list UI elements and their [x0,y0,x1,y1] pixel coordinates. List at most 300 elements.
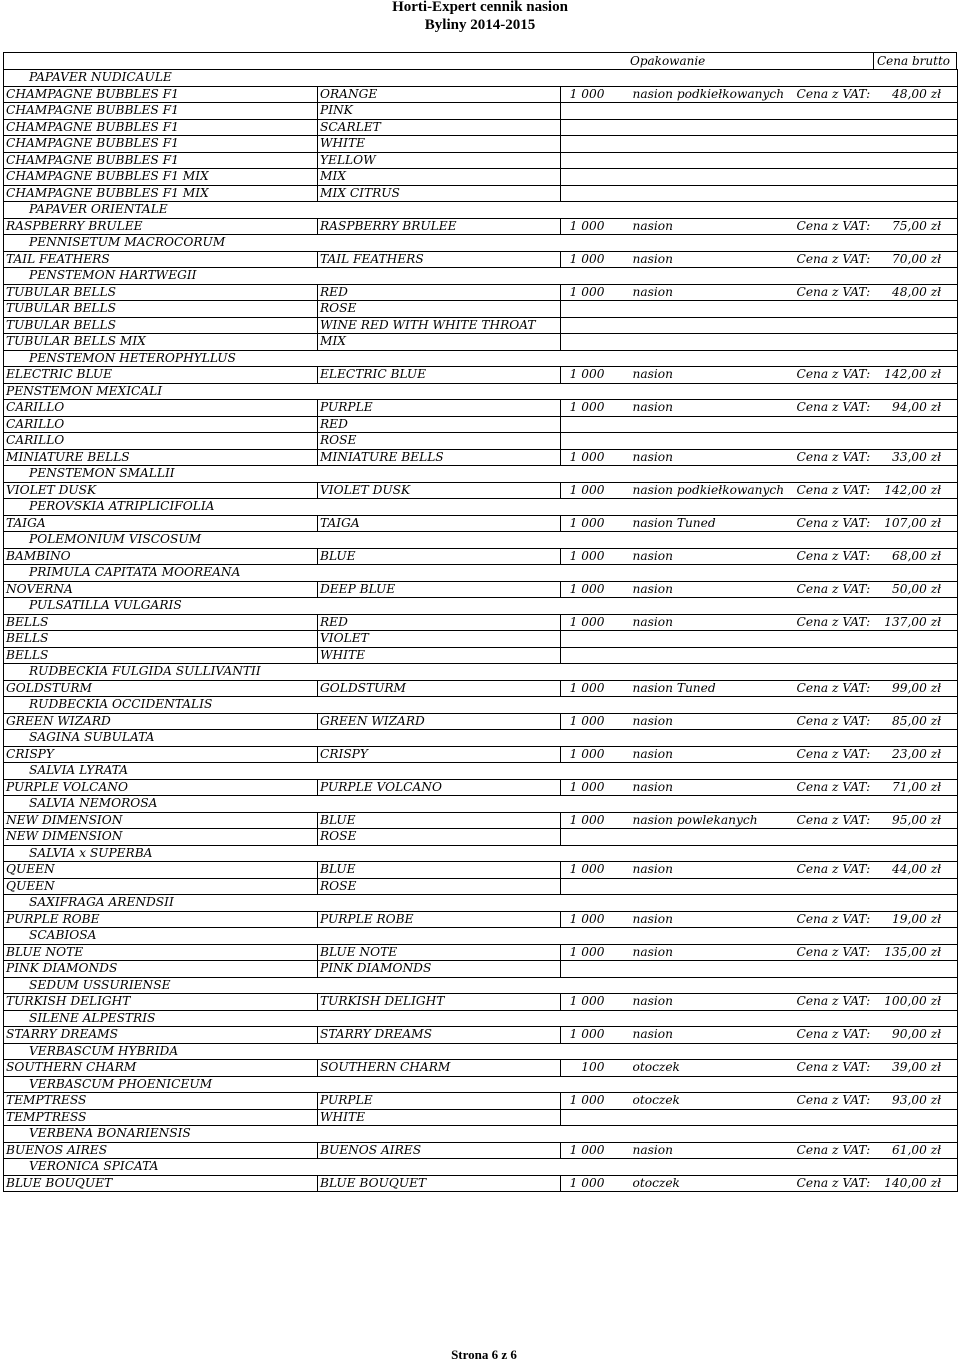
variety-name: BELLS [4,631,318,648]
price-label-cell [795,1109,875,1126]
variety-row [4,103,958,120]
price-cell [875,185,958,202]
price-cell [875,1109,958,1126]
color-cell: BLUE [318,548,561,565]
variety-name: NEW DIMENSION [4,829,318,846]
variety-name: BLUE NOTE [4,944,318,961]
variety-name: GREEN WIZARD [4,713,318,730]
species-row [4,928,958,945]
variety-name: BELLS [4,614,318,631]
price-label-cell [795,416,875,433]
quantity-cell: 1 000 [561,1027,631,1044]
unit-cell [631,317,795,334]
variety-row [4,251,958,268]
unit-cell: nasion powlekanych [631,812,795,829]
price-cell [875,301,958,318]
color-cell: ROSE [318,829,561,846]
variety-name: CARILLO [4,433,318,450]
price-cell: 70,00 zł [875,251,958,268]
quantity-cell: 1 000 [561,680,631,697]
quantity-cell: 100 [561,1060,631,1077]
quantity-cell: 1 000 [561,911,631,928]
price-label-cell [795,136,875,153]
quantity-cell [561,416,631,433]
color-cell: BLUE NOTE [318,944,561,961]
unit-cell [631,334,795,351]
species-row [4,1043,958,1060]
variety-name: CHAMPAGNE BUBBLES F1 MIX [4,169,318,186]
species-row [4,565,958,582]
color-cell: TAIL FEATHERS [318,251,561,268]
unit-cell [631,152,795,169]
color-cell: RED [318,614,561,631]
color-cell: WINE RED WITH WHITE THROAT [318,317,561,334]
price-label-cell: Cena z VAT: [795,1175,875,1192]
price-label-cell: Cena z VAT: [795,779,875,796]
price-cell: 44,00 zł [875,862,958,879]
species-name: SAGINA SUBULATA [4,730,958,747]
species-name: SILENE ALPESTRIS [4,1010,958,1027]
variety-row [4,400,958,417]
price-cell [875,152,958,169]
quantity-cell [561,647,631,664]
header-divider [873,53,874,70]
color-cell: WHITE [318,1109,561,1126]
variety-row [4,631,958,648]
price-cell [875,334,958,351]
quantity-cell: 1 000 [561,1093,631,1110]
unit-cell [631,169,795,186]
color-cell: MIX [318,334,561,351]
price-label-cell: Cena z VAT: [795,367,875,384]
species-row [4,1010,958,1027]
quantity-cell [561,119,631,136]
price-cell [875,169,958,186]
species-name: VERBASCUM PHOENICEUM [4,1076,958,1093]
quantity-cell [561,1109,631,1126]
quantity-cell: 1 000 [561,1142,631,1159]
variety-row [4,1027,958,1044]
species-row [4,466,958,483]
price-cell: 99,00 zł [875,680,958,697]
variety-name: RASPBERRY BRULEE [4,218,318,235]
unit-cell: otoczek [631,1175,795,1192]
color-cell: RED [318,416,561,433]
variety-row [4,367,958,384]
species-name: PENNISETUM MACROCORUM [4,235,958,252]
color-cell: RASPBERRY BRULEE [318,218,561,235]
unit-cell [631,301,795,318]
price-label-cell [795,878,875,895]
price-label-cell [795,317,875,334]
species-row [4,895,958,912]
species-row [4,697,958,714]
color-cell: ORANGE [318,86,561,103]
species-row [4,796,958,813]
price-label-cell: Cena z VAT: [795,812,875,829]
variety-name: ELECTRIC BLUE [4,367,318,384]
variety-name: SOUTHERN CHARM [4,1060,318,1077]
variety-row [4,713,958,730]
price-cell: 71,00 zł [875,779,958,796]
variety-row [4,86,958,103]
species-row [4,1126,958,1143]
unit-cell: nasion [631,779,795,796]
variety-name: NOVERNA [4,581,318,598]
variety-row [4,581,958,598]
variety-row [4,812,958,829]
variety-row [4,862,958,879]
price-label-cell [795,119,875,136]
variety-row [4,317,958,334]
species-row [4,532,958,549]
price-label-cell [795,301,875,318]
quantity-cell [561,878,631,895]
price-label-cell: Cena z VAT: [795,1027,875,1044]
quantity-cell [561,334,631,351]
unit-cell: nasion [631,713,795,730]
price-cell: 50,00 zł [875,581,958,598]
variety-name: TUBULAR BELLS MIX [4,334,318,351]
color-cell: DEEP BLUE [318,581,561,598]
price-label-cell [795,334,875,351]
variety-row [4,1142,958,1159]
variety-name: GOLDSTURM [4,680,318,697]
unit-cell: nasion [631,614,795,631]
price-cell: 33,00 zł [875,449,958,466]
variety-row [4,1060,958,1077]
quantity-cell [561,829,631,846]
variety-name: CHAMPAGNE BUBBLES F1 [4,86,318,103]
species-row [4,845,958,862]
variety-row [4,185,958,202]
color-cell: WHITE [318,136,561,153]
price-cell: 95,00 zł [875,812,958,829]
color-cell: ROSE [318,878,561,895]
unit-cell: nasion [631,944,795,961]
price-cell: 39,00 zł [875,1060,958,1077]
color-cell: BLUE BOUQUET [318,1175,561,1192]
quantity-cell: 1 000 [561,614,631,631]
species-row [4,499,958,516]
quantity-cell [561,961,631,978]
variety-row [4,911,958,928]
price-cell: 90,00 zł [875,1027,958,1044]
variety-row [4,482,958,499]
unit-cell [631,185,795,202]
page-subtitle: Byliny 2014-2015 [424,17,536,33]
price-cell: 61,00 zł [875,1142,958,1159]
quantity-cell: 1 000 [561,548,631,565]
species-name: PENSTEMON HARTWEGII [4,268,958,285]
quantity-cell: 1 000 [561,713,631,730]
variety-row [4,1093,958,1110]
price-cell [875,829,958,846]
variety-name: CARILLO [4,400,318,417]
price-cell: 142,00 zł [875,367,958,384]
unit-cell: nasion [631,911,795,928]
unit-cell [631,119,795,136]
species-row [4,70,958,87]
quantity-cell: 1 000 [561,862,631,879]
page-footer: Strona 6 z 6 [451,1347,517,1362]
price-cell: 68,00 zł [875,548,958,565]
variety-name: TEMPTRESS [4,1109,318,1126]
species-name: PENSTEMON SMALLII [4,466,958,483]
species-row [4,1076,958,1093]
species-row [4,763,958,780]
price-cell: 94,00 zł [875,400,958,417]
quantity-cell: 1 000 [561,449,631,466]
unit-cell [631,416,795,433]
price-label-cell [795,631,875,648]
variety-row [4,994,958,1011]
color-cell: MINIATURE BELLS [318,449,561,466]
price-label-cell: Cena z VAT: [795,515,875,532]
unit-cell: nasion [631,1027,795,1044]
color-cell: BLUE [318,862,561,879]
variety-row [4,961,958,978]
quantity-cell [561,152,631,169]
color-cell: PINK [318,103,561,120]
variety-row [4,334,958,351]
variety-name: CARILLO [4,416,318,433]
quantity-cell: 1 000 [561,1175,631,1192]
variety-name: PINK DIAMONDS [4,961,318,978]
variety-name: PURPLE VOLCANO [4,779,318,796]
quantity-cell: 1 000 [561,251,631,268]
unit-cell: nasion [631,400,795,417]
color-cell: VIOLET DUSK [318,482,561,499]
quantity-cell: 1 000 [561,581,631,598]
variety-row [4,829,958,846]
variety-name: STARRY DREAMS [4,1027,318,1044]
species-name: RUDBECKIA OCCIDENTALIS [4,697,958,714]
variety-row [4,680,958,697]
price-label-cell: Cena z VAT: [795,680,875,697]
variety-row [4,218,958,235]
price-label-cell [795,185,875,202]
quantity-cell [561,631,631,648]
species-row [4,664,958,681]
variety-row [4,433,958,450]
variety-row [4,152,958,169]
variety-name: BUENOS AIRES [4,1142,318,1159]
price-cell: 140,00 zł [875,1175,958,1192]
species-name: SCABIOSA [4,928,958,945]
unit-cell: nasion [631,581,795,598]
variety-row [4,416,958,433]
unit-cell [631,878,795,895]
color-cell: TAIGA [318,515,561,532]
price-column-header: Cena brutto [877,54,950,68]
price-cell: 107,00 zł [875,515,958,532]
variety-row [4,548,958,565]
price-label-cell: Cena z VAT: [795,911,875,928]
quantity-cell [561,136,631,153]
quantity-cell: 1 000 [561,746,631,763]
price-label-cell [795,829,875,846]
price-label-cell: Cena z VAT: [795,218,875,235]
quantity-cell: 1 000 [561,367,631,384]
species-name: PEROVSKIA ATRIPLICIFOLIA [4,499,958,516]
price-label-cell: Cena z VAT: [795,944,875,961]
unit-cell: nasion [631,284,795,301]
species-name: PENSTEMON HETEROPHYLLUS [4,350,958,367]
variety-name: CRISPY [4,746,318,763]
species-row [4,598,958,615]
packaging-column-header: Opakowanie [630,54,706,68]
species-name: PAPAVER NUDICAULE [4,70,958,87]
quantity-cell: 1 000 [561,482,631,499]
price-label-cell: Cena z VAT: [795,862,875,879]
unit-cell: nasion [631,218,795,235]
color-cell: CRISPY [318,746,561,763]
variety-row [4,779,958,796]
price-cell: 75,00 zł [875,218,958,235]
price-cell: 85,00 zł [875,713,958,730]
price-label-cell: Cena z VAT: [795,713,875,730]
color-cell: VIOLET [318,631,561,648]
price-cell: 19,00 zł [875,911,958,928]
quantity-cell [561,301,631,318]
quantity-cell: 1 000 [561,218,631,235]
unit-cell: nasion [631,994,795,1011]
price-label-cell: Cena z VAT: [795,449,875,466]
quantity-cell: 1 000 [561,86,631,103]
unit-cell: otoczek [631,1060,795,1077]
unit-cell: nasion [631,367,795,384]
variety-name: CHAMPAGNE BUBBLES F1 MIX [4,185,318,202]
price-cell [875,647,958,664]
variety-row [4,944,958,961]
quantity-cell: 1 000 [561,994,631,1011]
price-label-cell: Cena z VAT: [795,1093,875,1110]
variety-name: PURPLE ROBE [4,911,318,928]
unit-cell: nasion Tuned [631,680,795,697]
variety-row [4,1175,958,1192]
unit-cell [631,647,795,664]
color-cell: ROSE [318,301,561,318]
variety-name: BLUE BOUQUET [4,1175,318,1192]
price-label-cell: Cena z VAT: [795,548,875,565]
species-name: SALVIA x SUPERBA [4,845,958,862]
variety-row [4,301,958,318]
price-label-cell: Cena z VAT: [795,746,875,763]
color-cell: GOLDSTURM [318,680,561,697]
quantity-cell: 1 000 [561,944,631,961]
color-cell: MIX CITRUS [318,185,561,202]
quantity-cell: 1 000 [561,515,631,532]
species-row [4,202,958,219]
species-name: SALVIA NEMOROSA [4,796,958,813]
species-row [4,383,958,400]
variety-name: NEW DIMENSION [4,812,318,829]
price-cell [875,103,958,120]
variety-row [4,647,958,664]
price-cell: 135,00 zł [875,944,958,961]
variety-name: CHAMPAGNE BUBBLES F1 [4,136,318,153]
color-cell: GREEN WIZARD [318,713,561,730]
species-name: VERONICA SPICATA [4,1159,958,1176]
color-cell: PURPLE [318,1093,561,1110]
price-cell [875,119,958,136]
variety-name: BELLS [4,647,318,664]
species-row [4,1159,958,1176]
variety-name: TURKISH DELIGHT [4,994,318,1011]
unit-cell [631,961,795,978]
price-cell [875,317,958,334]
color-cell: BLUE [318,812,561,829]
unit-cell: otoczek [631,1093,795,1110]
color-cell: PINK DIAMONDS [318,961,561,978]
price-label-cell [795,152,875,169]
variety-row [4,515,958,532]
variety-name: CHAMPAGNE BUBBLES F1 [4,119,318,136]
quantity-cell: 1 000 [561,812,631,829]
price-cell: 137,00 zł [875,614,958,631]
unit-cell: nasion [631,251,795,268]
price-label-cell: Cena z VAT: [795,994,875,1011]
variety-row [4,449,958,466]
variety-name: QUEEN [4,878,318,895]
price-cell: 100,00 zł [875,994,958,1011]
variety-row [4,878,958,895]
price-cell: 142,00 zł [875,482,958,499]
price-label-cell: Cena z VAT: [795,581,875,598]
color-cell: PURPLE [318,400,561,417]
price-cell [875,433,958,450]
quantity-cell: 1 000 [561,400,631,417]
price-cell [875,631,958,648]
species-row [4,268,958,285]
quantity-cell: 1 000 [561,779,631,796]
price-label-cell: Cena z VAT: [795,284,875,301]
species-name: PAPAVER ORIENTALE [4,202,958,219]
price-label-cell: Cena z VAT: [795,482,875,499]
species-name: SEDUM USSURIENSE [4,977,958,994]
variety-row [4,284,958,301]
price-label-cell: Cena z VAT: [795,400,875,417]
species-row [4,350,958,367]
price-label-cell [795,961,875,978]
variety-name: BAMBINO [4,548,318,565]
price-label-cell [795,433,875,450]
page-title: Horti-Expert cennik nasion [392,0,568,15]
price-label-cell: Cena z VAT: [795,1142,875,1159]
color-cell: ROSE [318,433,561,450]
color-cell: SOUTHERN CHARM [318,1060,561,1077]
unit-cell: nasion [631,862,795,879]
price-cell: 48,00 zł [875,284,958,301]
price-label-cell [795,103,875,120]
unit-cell: nasion Tuned [631,515,795,532]
price-label-cell [795,647,875,664]
species-name: VERBASCUM HYBRIDA [4,1043,958,1060]
variety-name: QUEEN [4,862,318,879]
variety-row [4,746,958,763]
color-cell: PURPLE VOLCANO [318,779,561,796]
price-cell [875,878,958,895]
species-name: SAXIFRAGA ARENDSII [4,895,958,912]
color-cell: STARRY DREAMS [318,1027,561,1044]
unit-cell [631,1109,795,1126]
price-label-cell: Cena z VAT: [795,251,875,268]
price-cell [875,136,958,153]
unit-cell: nasion podkiełkowanych [631,482,795,499]
unit-cell [631,631,795,648]
variety-name: TUBULAR BELLS [4,284,318,301]
